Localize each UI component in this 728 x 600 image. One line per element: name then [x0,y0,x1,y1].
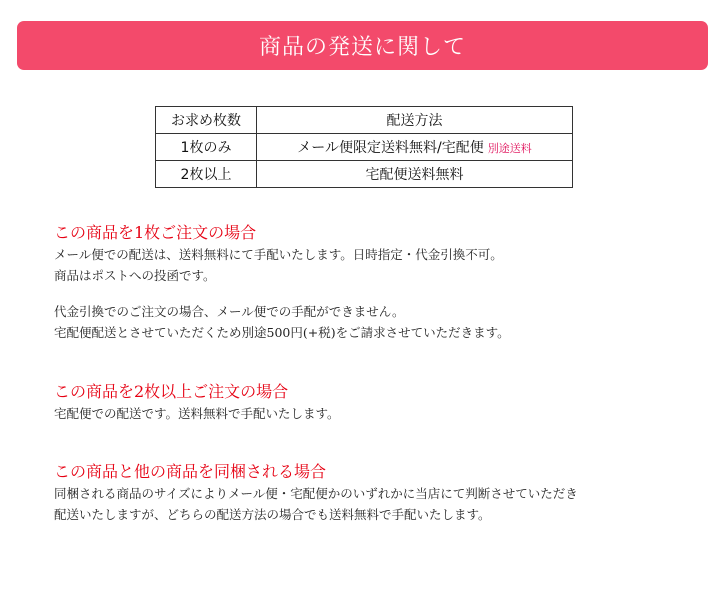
table-header-row [156,107,573,134]
section-multiple-order [54,381,694,424]
header-banner [17,21,708,70]
header-method: 配送方法 [257,107,573,134]
section-text: 同梱される商品のサイズによりメール便・宅配便かのいずれかに当店にて判断させていただき [54,486,578,501]
section-bundled-order [54,461,694,525]
section-single-order [54,222,694,343]
section-heading: この商品を1枚ご注文の場合 [54,223,257,242]
section-text: 代金引換でのご注文の場合、メール便での手配ができません。 [54,304,405,319]
section-text: 商品はポストへの投函です。 [54,268,216,283]
section-text: メール便での配送は、送料無料にて手配いたします。日時指定・代金引換不可。 [54,247,503,262]
header-quantity: お求め枚数 [156,107,257,134]
page-title: 商品の発送に関して [258,35,466,60]
section-heading: この商品を2枚以上ご注文の場合 [54,382,289,401]
row-method: メール便限定送料無料/宅配便 [297,140,484,156]
row-quantity: 1枚のみ [156,134,257,161]
section-text: 宅配便での配送です。送料無料で手配いたします。 [54,406,340,421]
row-method-cell [257,134,573,161]
row-method: 宅配便送料無料 [257,161,573,188]
table-row [156,161,573,188]
section-text: 宅配便配送とさせていただくため別途500円(+税)をご請求させていただきます。 [54,325,510,340]
section-text: 配送いたしますが、どちらの配送方法の場合でも送料無料で手配いたします。 [54,507,491,522]
shipping-method-table [155,106,573,188]
section-heading: この商品と他の商品を同梱される場合 [54,462,327,481]
row-quantity: 2枚以上 [156,161,257,188]
table-row [156,134,573,161]
extra-shipping-note: 別途送料 [487,142,532,155]
